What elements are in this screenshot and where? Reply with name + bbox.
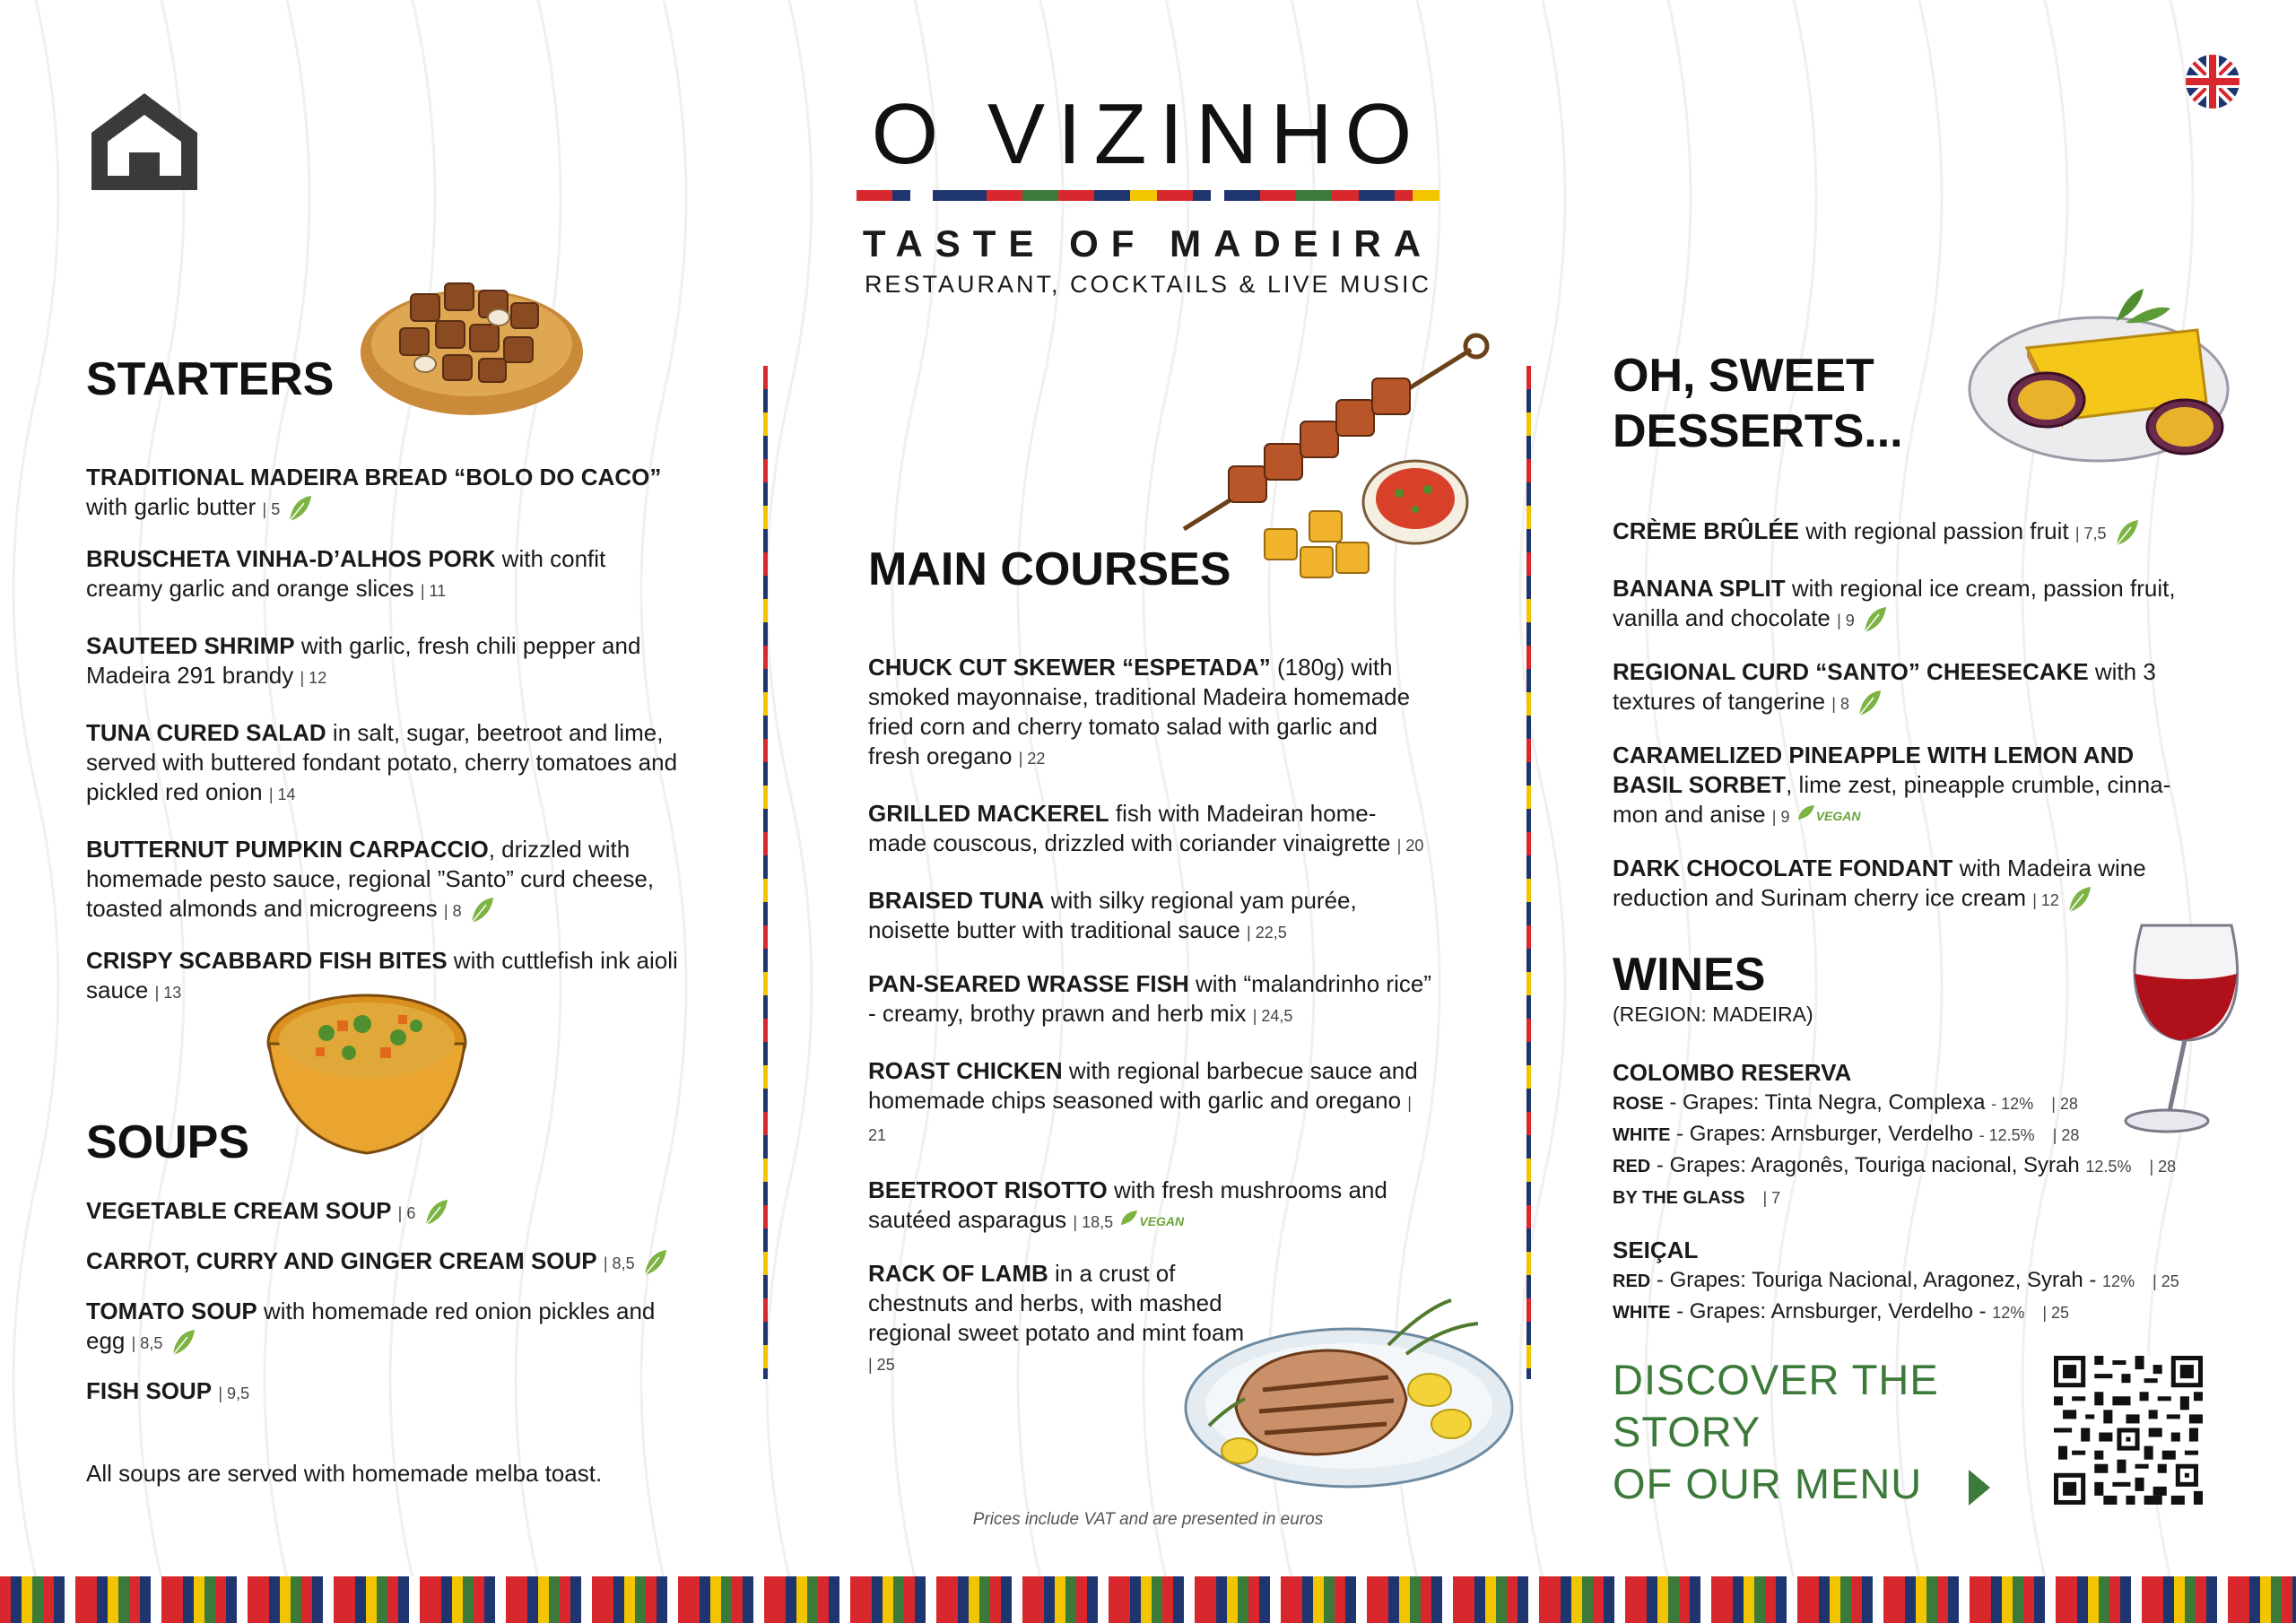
item-name: BEETROOT RISOTTO (868, 1176, 1108, 1203)
home-icon[interactable] (88, 90, 201, 196)
list-item (1613, 657, 2205, 719)
wine-price: | 25 (2042, 1304, 2070, 1322)
wines-title: WINES (1613, 949, 1766, 1001)
wine-abv: 12.5% (2085, 1158, 2132, 1176)
item-desc: (180g) with smoked mayonnaise, traditional Madeira homemade fried corn and cherry tomato salad with garlic and fresh oregano (868, 654, 1411, 769)
list-item (86, 544, 678, 606)
item-desc: with regional passion fruit (1799, 517, 2069, 544)
item-name: TOMATO SOUP (86, 1298, 257, 1324)
item-price: | 18,5 (1073, 1213, 1114, 1231)
leaf-icon (2113, 518, 2140, 547)
wine-grapes: - Grapes: Arnsburger, Verdelho - (1670, 1299, 1993, 1324)
prices-footnote: Prices include VAT and are presented in euros (972, 1510, 1324, 1529)
item-desc: with fresh mushrooms and sautéed asparagus (868, 1176, 1387, 1233)
item-desc: with cuttlefish ink aioli sauce (86, 947, 678, 1003)
wine-abv: - 12% (1991, 1095, 2034, 1113)
item-desc: , lime zest, pineapple crumble, cinna-mon and anise (1613, 771, 2171, 828)
list-item (868, 1176, 1433, 1237)
wine-grapes: - Grapes: Arnsburger, Verdelho (1670, 1122, 1979, 1146)
item-desc: in a crust of chestnuts and herbs, with mashed regional sweet potato and mint foam (868, 1260, 1245, 1346)
desserts-title (1613, 348, 1903, 460)
subtagline: RESTAURANT, COCKTAILS & LIVE MUSIC (864, 271, 1432, 298)
item-desc: fish with Madeiran home-made couscous, drizzled with coriander vinaigrette (868, 800, 1391, 856)
item-name: CHUCK CUT SKEWER “ESPETADA” (868, 654, 1271, 681)
vegan-badge (1796, 802, 1861, 831)
leaf-icon (1856, 689, 1883, 717)
item-price: | 5 (262, 500, 281, 518)
item-price: | 7,5 (2074, 525, 2107, 542)
item-name: GRILLED MACKEREL (868, 800, 1109, 827)
item-name: FISH SOUP (86, 1377, 213, 1404)
starters-list (86, 463, 678, 1008)
item-price: | 13 (154, 984, 182, 1002)
item-price: | 22,5 (1247, 924, 1287, 942)
item-desc: with silky regional yam purée, noisette butter with traditional sauce (868, 887, 1357, 943)
wine-row (1613, 1088, 2240, 1119)
list-item (1613, 854, 2205, 916)
wine-seical (1613, 1236, 2240, 1328)
discover-line3: OF OUR MENU (1613, 1458, 1992, 1510)
wine-name: COLOMBO RESERVA (1613, 1059, 1852, 1086)
leaf-icon (641, 1248, 668, 1277)
wine-price: | 28 (2051, 1095, 2078, 1113)
wine-type: RED (1613, 1157, 1651, 1176)
brand-name: O VIZINHO (871, 86, 1425, 182)
discover-line2: STORY (1613, 1408, 1761, 1455)
list-item (868, 799, 1433, 861)
column-divider-right (1526, 366, 1531, 1379)
item-name: VEGETABLE CREAM SOUP (86, 1197, 392, 1224)
main-courses-list (868, 653, 1433, 1380)
wine-price: | 7 (1762, 1189, 1781, 1207)
leaf-icon (1796, 804, 1816, 820)
list-item (868, 969, 1433, 1031)
wine-grapes: - Grapes: Aragonês, Touriga nacional, Syrah (1650, 1153, 2086, 1177)
wine-price: | 25 (2152, 1272, 2179, 1290)
item-price: | 6 (397, 1204, 416, 1222)
qr-code[interactable] (2054, 1356, 2203, 1505)
list-item (86, 1196, 732, 1228)
leaf-icon (422, 1198, 449, 1227)
list-item (86, 463, 678, 525)
leaf-icon (1119, 1210, 1139, 1226)
leaf-icon (286, 494, 313, 523)
discover-line1: DISCOVER THE (1613, 1356, 1939, 1403)
item-desc: with 3 textures of tangerine (1613, 658, 2156, 715)
item-price: | 24,5 (1252, 1007, 1293, 1025)
item-desc: with “malandrinho rice” - creamy, brothy prawn and herb mix (868, 970, 1431, 1027)
cheesecake-illustration (1964, 267, 2233, 468)
item-price: | 8,5 (603, 1254, 635, 1272)
item-name: BANANA SPLIT (1613, 575, 1786, 602)
item-price: | 22 (1018, 750, 1046, 768)
leaf-icon (2066, 885, 2092, 914)
leaf-icon (1861, 605, 1888, 634)
soups-list (86, 1196, 732, 1409)
item-desc: with homemade red onion pickles and egg (86, 1298, 656, 1354)
item-price: | 12 (300, 669, 327, 687)
bread-illustration (357, 258, 587, 420)
item-price: | 11 (420, 582, 447, 600)
list-item (868, 886, 1433, 948)
list-item (1613, 741, 2205, 832)
wine-price: | 28 (2149, 1158, 2177, 1176)
wine-type: BY THE GLASS (1613, 1188, 1745, 1208)
wines-region: (REGION: MADEIRA) (1613, 1002, 1813, 1026)
soup-bowl-illustration (264, 988, 470, 1159)
item-name: CARAMELIZED PINEAPPLE WITH LEMON AND BASIL SORBET (1613, 742, 2135, 798)
item-desc: with confit creamy garlic and orange slices (86, 545, 606, 602)
list-item (1613, 516, 2205, 549)
item-price: | 9 (1771, 808, 1790, 826)
item-name: BUTTERNUT PUMPKIN CARPACCIO (86, 836, 489, 863)
arrow-right-icon (1967, 1468, 1992, 1507)
desserts-title-line2: DESSERTS... (1613, 405, 1903, 458)
item-desc: with garlic butter (86, 493, 257, 520)
lamb-plate-illustration (1182, 1291, 1518, 1494)
wine-type: WHITE (1613, 1125, 1671, 1145)
item-desc: in salt, sugar, beetroot and lime, served with buttered fondant potato, cherry tomatoes and pickled red onion (86, 719, 678, 805)
discover-story-link[interactable] (1613, 1354, 1992, 1510)
desserts-list (1613, 516, 2205, 916)
list-item (1613, 574, 2205, 636)
list-item (86, 835, 678, 926)
wine-row (1613, 1119, 2240, 1150)
wine-grapes: - Grapes: Touriga Nacional, Aragonez, Syrah - (1650, 1268, 2103, 1292)
leaf-icon (468, 896, 495, 924)
item-name: BRUSCHETA VINHA-D’ALHOS PORK (86, 545, 496, 572)
item-desc: with garlic, fresh chili pepper and Madeira 291 brandy (86, 632, 641, 689)
vegan-label: VEGAN (1139, 1213, 1185, 1228)
item-price: | 21 (868, 1094, 1412, 1144)
item-desc: , drizzled with homemade pesto sauce, regional ”Santo” curd cheese, toasted almonds and microgreens (86, 836, 655, 922)
vegan-badge (1119, 1207, 1184, 1237)
wine-colombo (1613, 1058, 2240, 1213)
wine-row (1613, 1182, 2240, 1213)
item-name: PAN-SEARED WRASSE FISH (868, 970, 1189, 997)
wine-name: SEIÇAL (1613, 1237, 1699, 1263)
soups-note: All soups are served with homemade melba toast. (86, 1460, 603, 1487)
tagline: TASTE OF MADEIRA (862, 222, 1434, 265)
wine-price: | 28 (2052, 1126, 2080, 1144)
item-price: | 9 (1837, 612, 1855, 629)
wine-row (1613, 1297, 2240, 1328)
item-price: | 8,5 (131, 1334, 163, 1352)
soups-title: SOUPS (86, 1116, 250, 1168)
item-name: TUNA CURED SALAD (86, 719, 326, 746)
wine-abv: - 12.5% (1979, 1126, 2035, 1144)
list-item (86, 1246, 732, 1279)
item-price: | 8 (1831, 695, 1849, 713)
wine-grapes: - Grapes: Tinta Negra, Complexa (1663, 1090, 1992, 1115)
leaf-icon (170, 1328, 196, 1357)
item-name: TRADITIONAL MADEIRA BREAD “BOLO DO CACO” (86, 464, 662, 490)
list-item (868, 1056, 1433, 1150)
item-name: BRAISED TUNA (868, 887, 1045, 914)
list-item (86, 1376, 732, 1409)
main-courses-title: MAIN COURSES (868, 543, 1231, 595)
wine-abv: 12% (2102, 1272, 2135, 1290)
list-item (86, 631, 678, 693)
item-name: RACK OF LAMB (868, 1260, 1048, 1287)
item-name: ROAST CHICKEN (868, 1057, 1063, 1084)
desserts-title-line1: OH, SWEET (1613, 350, 1874, 402)
item-price: | 8 (443, 902, 462, 920)
item-name: CRÈME BRÛLÉE (1613, 517, 1800, 544)
bottom-decorative-stripe (0, 1576, 2296, 1623)
uk-flag-icon[interactable] (2185, 54, 2240, 114)
list-item (86, 718, 678, 810)
item-price: | 20 (1396, 837, 1424, 855)
item-name: CARROT, CURRY AND GINGER CREAM SOUP (86, 1247, 597, 1274)
item-name: SAUTEED SHRIMP (86, 632, 295, 659)
vegan-label: VEGAN (1815, 808, 1861, 823)
wine-row (1613, 1150, 2240, 1182)
item-price: | 12 (2032, 891, 2059, 909)
list-item (868, 653, 1433, 774)
item-name: CRISPY SCABBARD FISH BITES (86, 947, 448, 974)
item-name: REGIONAL CURD “SANTO” CHEESECAKE (1613, 658, 2089, 685)
item-price: | 14 (268, 785, 296, 803)
item-desc: with regional ice cream, passion fruit, vanilla and chocolate (1613, 575, 2176, 631)
wine-type: WHITE (1613, 1303, 1671, 1323)
item-price: | 9,5 (218, 1384, 250, 1402)
column-divider-left (763, 366, 768, 1379)
item-desc: with Madeira wine reduction and Surinam cherry ice cream (1613, 855, 2146, 911)
wine-type: RED (1613, 1271, 1651, 1291)
item-name: DARK CHOCOLATE FONDANT (1613, 855, 1953, 881)
brand-stripe (857, 190, 1439, 201)
starters-title: STARTERS (86, 353, 335, 405)
item-price: | 25 (868, 1356, 895, 1374)
wine-abv: 12% (1992, 1304, 2025, 1322)
wine-row (1613, 1265, 2240, 1297)
list-item (86, 1297, 678, 1358)
item-desc: with regional barbecue sauce and homemade chips seasoned with garlic and oregano (868, 1057, 1418, 1114)
wine-type: ROSE (1613, 1094, 1664, 1114)
